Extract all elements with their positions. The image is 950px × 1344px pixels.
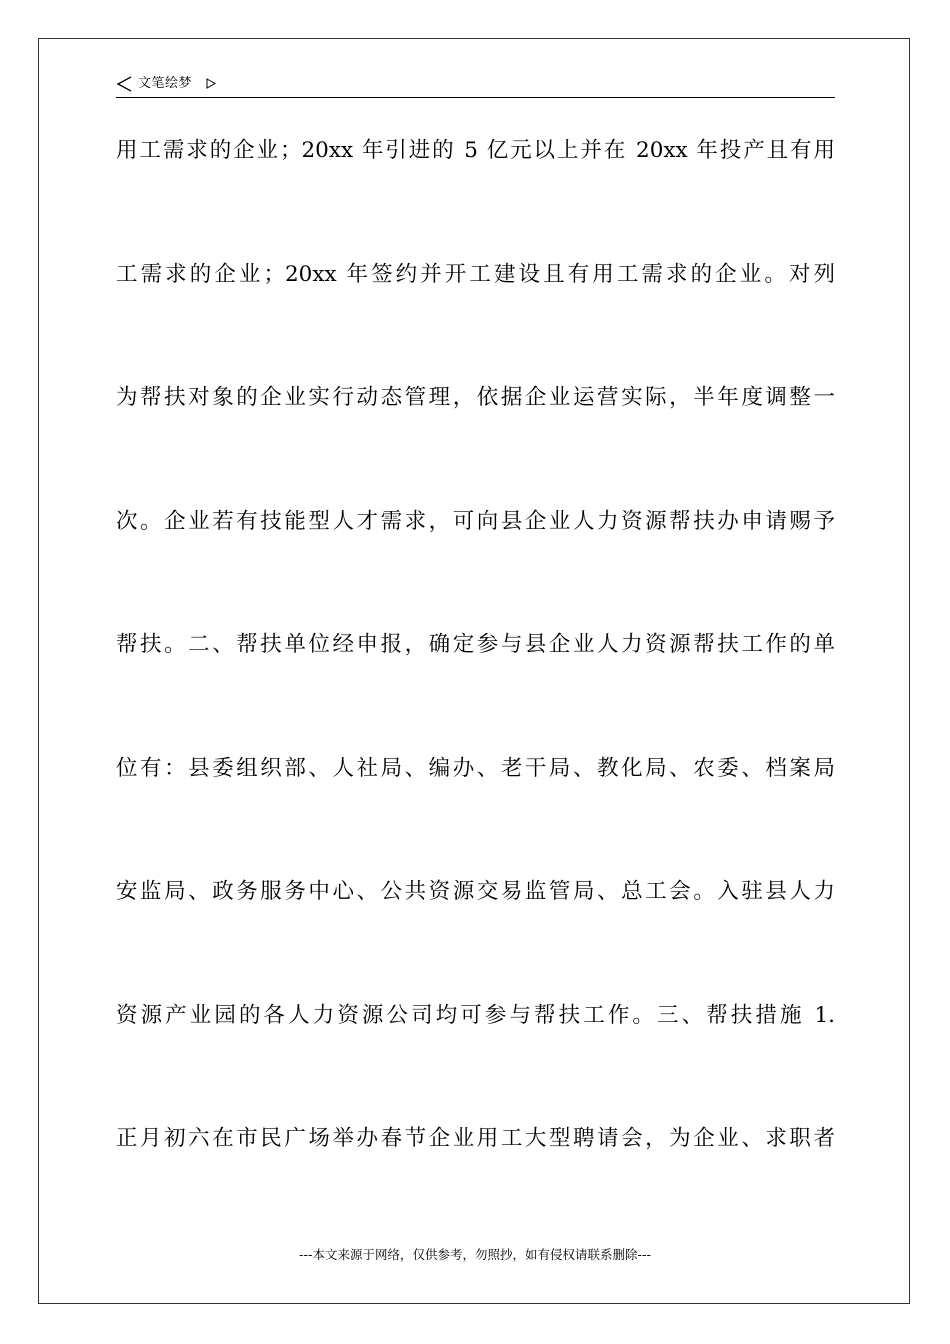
body-line: 安监局、政务服务中心、公共资源交易监管局、总工会。入驻县人力 xyxy=(116,879,835,904)
body-line: 用工需求的企业；20xx 年引进的 5 亿元以上并在 20xx 年投产且有用 xyxy=(116,138,835,163)
body-line: 正月初六在市民广场举办春节企业用工大型聘请会，为企业、求职者 xyxy=(116,1126,835,1151)
left-triangle-outline-icon xyxy=(116,75,134,93)
body-line: 为帮扶对象的企业实行动态管理，依据企业运营实际，半年度调整一 xyxy=(116,385,835,410)
document-body xyxy=(116,133,835,1245)
body-line: 资源产业园的各人力资源公司均可参与帮扶工作。三、帮扶措施 1. xyxy=(116,1002,835,1028)
right-triangle-outline-icon xyxy=(206,78,216,89)
page-header xyxy=(116,72,835,98)
body-line: 工需求的企业；20xx 年签约并开工建设且有用工需求的企业。对列 xyxy=(116,261,835,287)
body-line: 位有：县委组织部、人社局、编办、老干局、教化局、农委、档案局 xyxy=(116,755,835,781)
body-line: 帮扶。二、帮扶单位经申报，确定参与县企业人力资源帮扶工作的单 xyxy=(116,632,835,657)
body-line: 次。企业若有技能型人才需求，可向县企业人力资源帮扶办申请赐予 xyxy=(116,508,835,534)
header-title: 文笔绘梦 xyxy=(138,76,193,91)
footer-disclaimer: ---本文来源于网络，仅供参考，勿照抄，如有侵权请联系删除--- xyxy=(298,1247,652,1262)
